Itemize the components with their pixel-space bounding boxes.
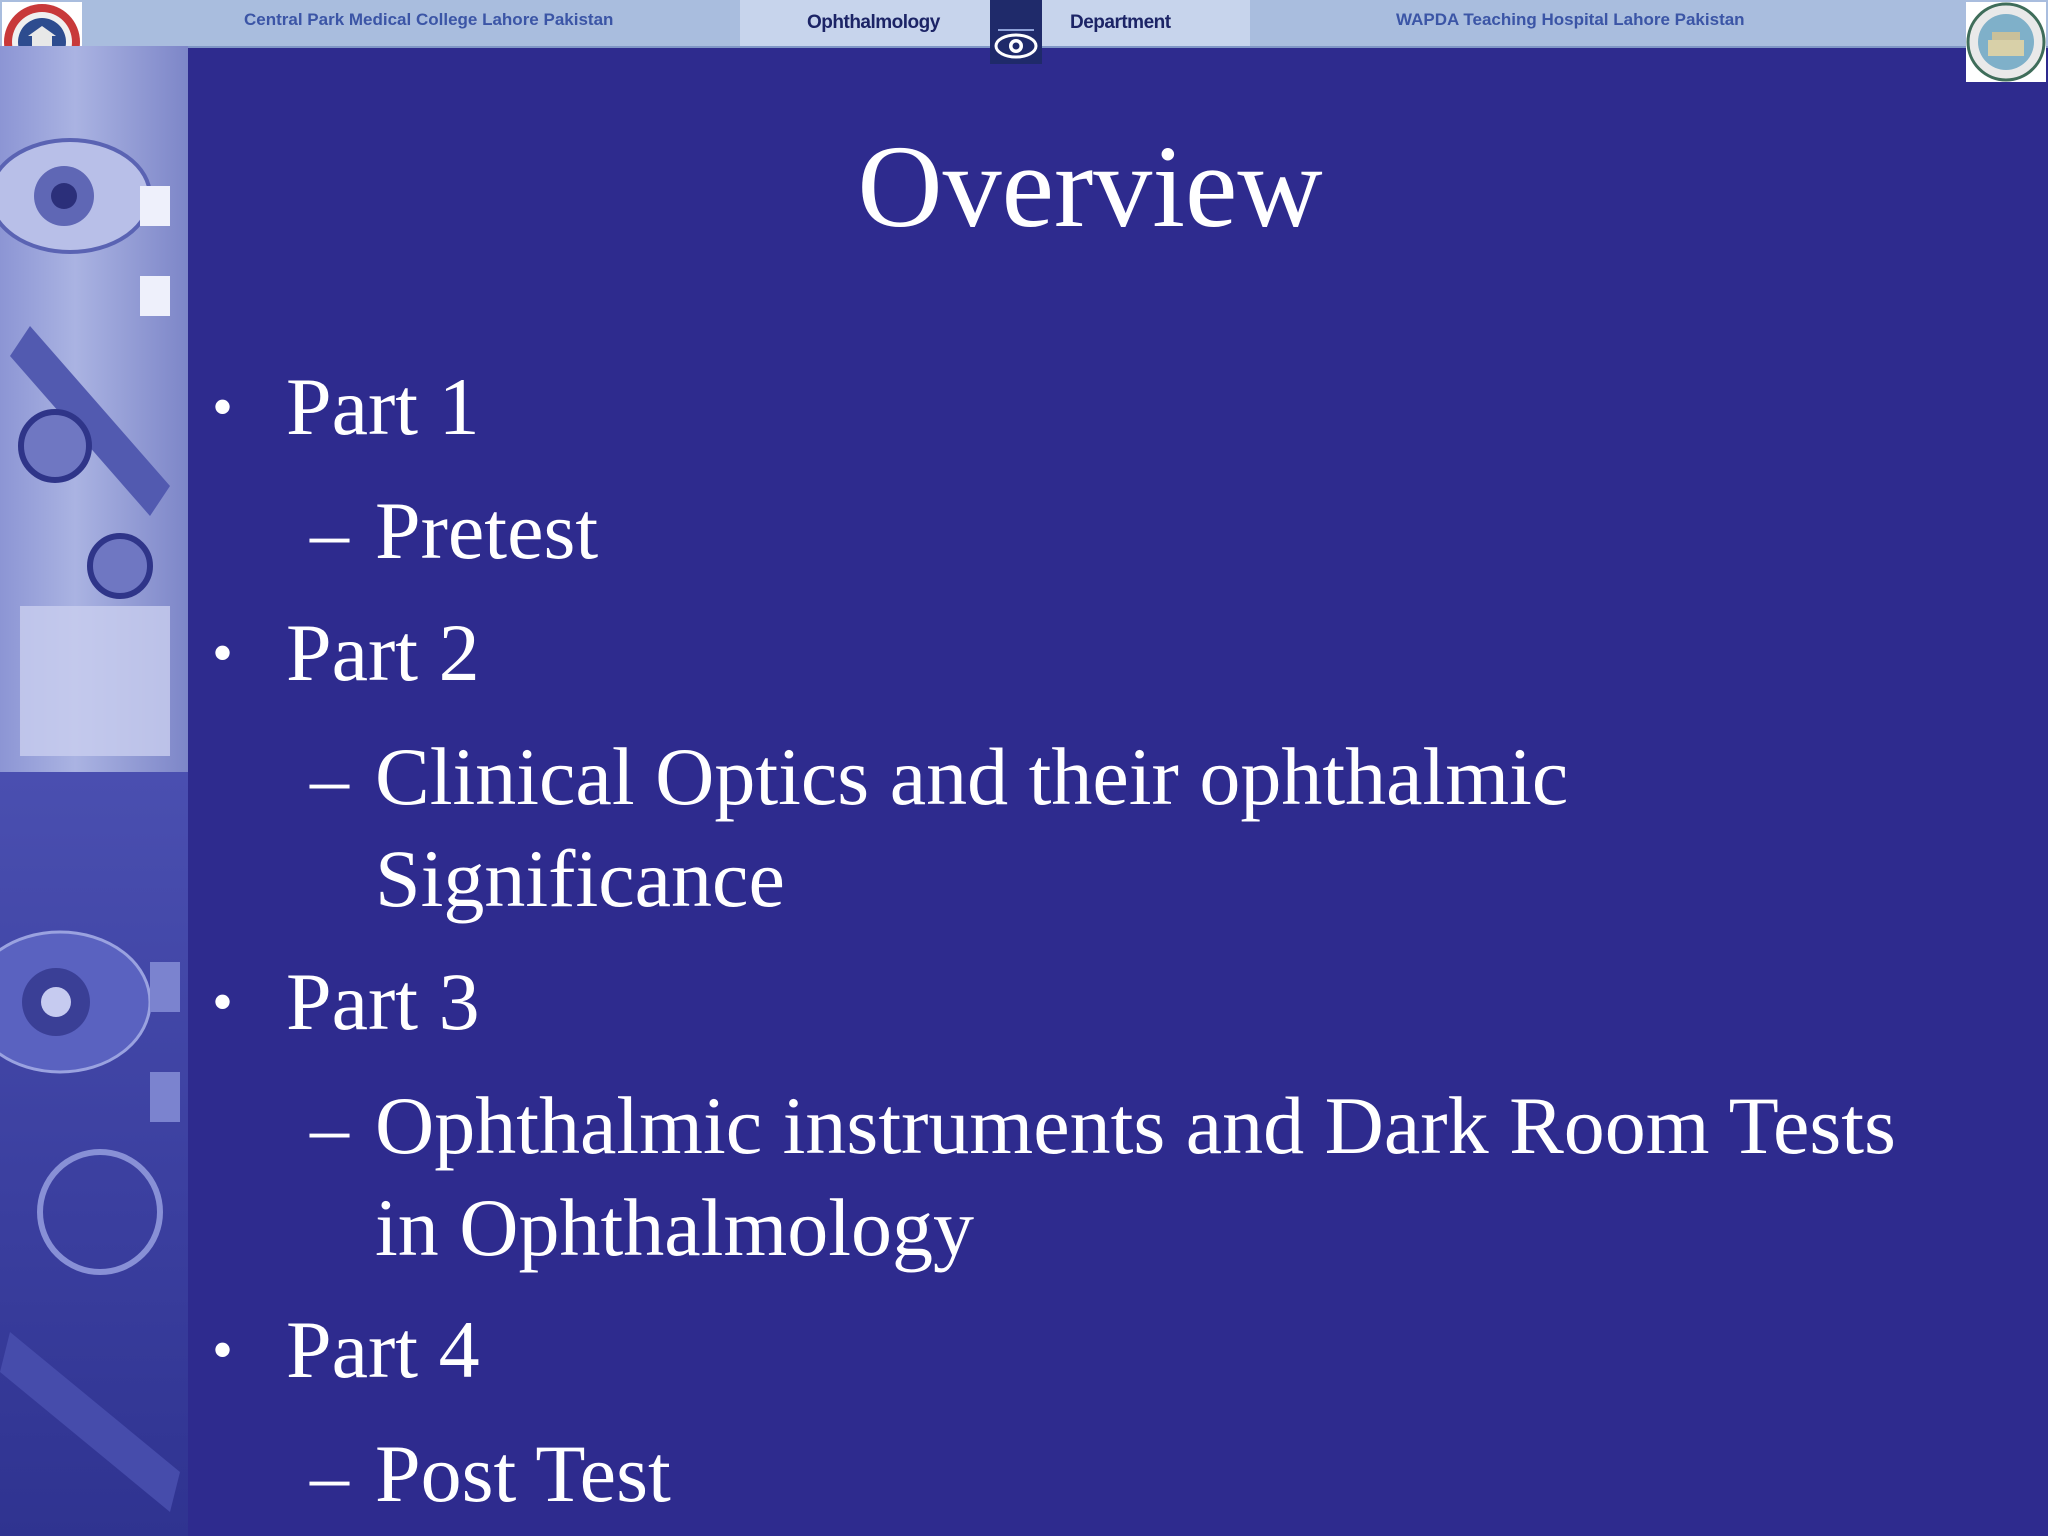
part-3-label: Part 3 bbox=[286, 956, 480, 1047]
eye-chart-photo bbox=[0, 46, 188, 772]
part-3-sub-line1: Ophthalmic instruments and Dark Room Tests bbox=[375, 1080, 1896, 1171]
eye-illustration-icon bbox=[0, 772, 188, 1536]
bullet-icon: • bbox=[212, 1317, 234, 1383]
bullet-icon: • bbox=[212, 969, 234, 1035]
part-2-sub-line2: Significance bbox=[375, 833, 785, 924]
slide-title: Overview bbox=[857, 121, 1323, 252]
hospital-seal-icon bbox=[1966, 2, 2046, 82]
college-name: Central Park Medical College Lahore Pakistan bbox=[244, 10, 614, 29]
dash-icon: – bbox=[310, 735, 349, 822]
part-2-sub-line1: Clinical Optics and their ophthalmic bbox=[375, 731, 1569, 822]
part-4-sub: Post Test bbox=[375, 1428, 671, 1519]
eye-icon bbox=[990, 0, 1042, 64]
dash-icon: – bbox=[310, 1432, 349, 1519]
part-1-label: Part 1 bbox=[286, 361, 480, 452]
part-2-label: Part 2 bbox=[286, 607, 480, 698]
eye-illustration-icon bbox=[0, 46, 188, 772]
dash-icon: – bbox=[310, 1084, 349, 1171]
department-name: Ophthalmology bbox=[807, 12, 940, 33]
part-4-label: Part 4 bbox=[286, 1304, 480, 1395]
instrument-photo bbox=[0, 772, 188, 1536]
dash-icon: – bbox=[310, 489, 349, 576]
bullet-icon: • bbox=[212, 620, 234, 686]
eye-emblem bbox=[990, 0, 1042, 64]
part-1-sub: Pretest bbox=[375, 485, 599, 576]
part-3-sub-line2: in Ophthalmology bbox=[375, 1182, 975, 1273]
bullet-icon: • bbox=[212, 374, 234, 440]
department-label: Department bbox=[1070, 12, 1171, 33]
side-decoration bbox=[0, 46, 188, 1536]
hospital-logo bbox=[1966, 2, 2046, 82]
hospital-name: WAPDA Teaching Hospital Lahore Pakistan bbox=[1396, 10, 1745, 29]
